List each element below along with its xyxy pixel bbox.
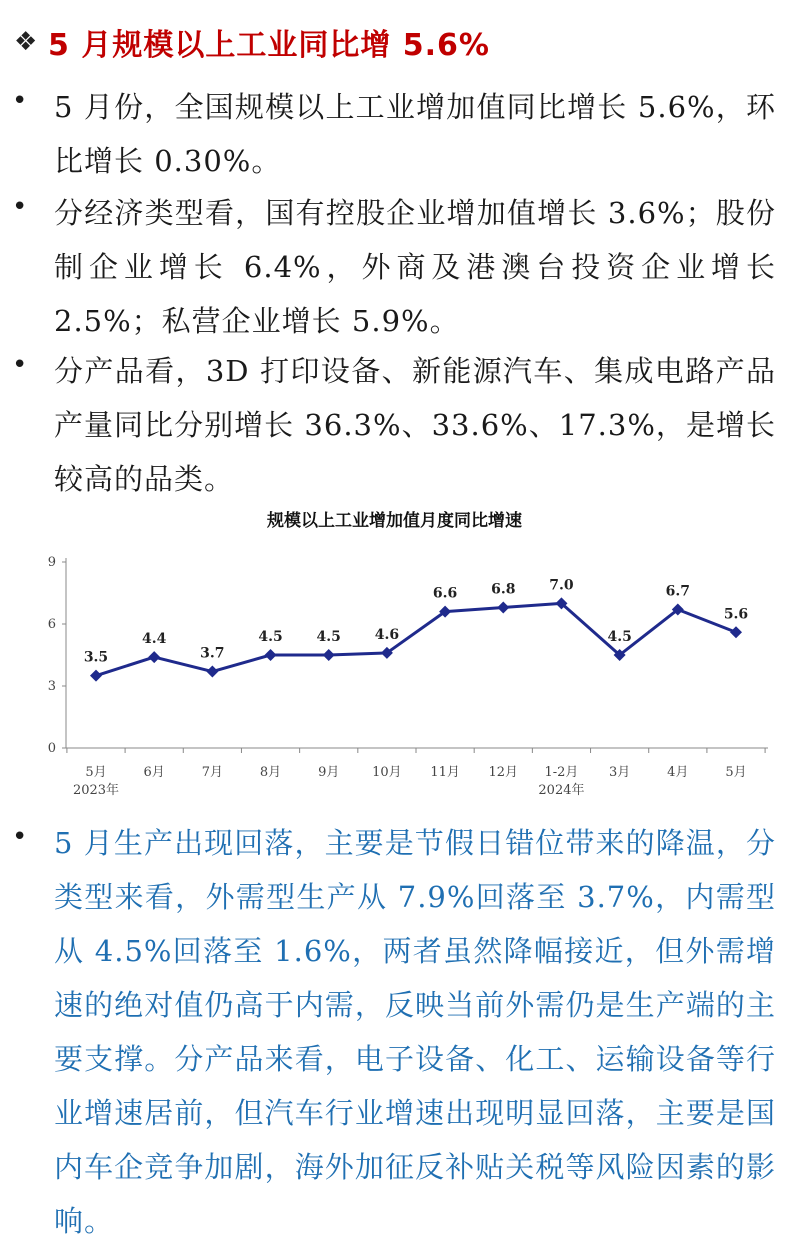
x-tick-label: 8月 [259,765,282,780]
data-label: 4.5 [258,629,283,645]
x-tick-label: 6月 [143,765,165,780]
chart-axes [48,555,768,798]
data-label: 3.5 [83,649,109,666]
x-tick-label: 7月 [201,765,224,780]
bullet-text: 5 月份，全国规模以上工业增加值同比增长 5.6%，环比增长 0.30%。 [54,90,776,178]
data-label: 4.5 [607,629,632,645]
bullet-text: 分产品看，3D 打印设备、新能源汽车、集成电路产品产量同比分别增长 36.3%、33.6%、17.3%，是增长较高的品类。 [54,354,776,496]
series-line [96,603,736,675]
y-tick-label: 3 [47,679,56,694]
chart-title: 规模以上工业增加值月度同比增速 [267,511,522,531]
data-label: 6.8 [491,581,516,598]
x-tick-label: 10月 [372,765,402,780]
data-point [206,666,218,678]
y-tick-label: 6 [47,617,56,632]
x-tick-label: 4月 [667,765,689,780]
bullet-dot-icon: • [12,350,28,380]
x-tick-label: 5月 [85,765,107,780]
data-label: 4.5 [316,629,341,645]
bullet-dot-icon: • [12,86,28,116]
data-point [90,670,102,682]
bullet-dot-icon: • [12,192,28,222]
x-tick-label: 11月 [430,765,460,780]
data-label: 7.0 [549,577,574,594]
x-year-label: 2023年 [72,783,120,798]
chart-marks [84,577,748,681]
data-label: 3.7 [200,645,225,662]
data-label: 6.7 [665,583,690,600]
section-title: 5 月规模以上工业同比增 5.6% [48,28,490,63]
x-tick-label: 9月 [318,765,340,780]
x-tick-label: 1-2月 [544,765,579,780]
section-heading [14,14,490,70]
data-label: 4.4 [142,631,167,648]
x-year-label: 2024年 [538,783,585,798]
diamond-bullet-icon: ❖ [14,27,38,57]
data-label: 6.6 [432,585,458,602]
data-point [323,649,335,661]
x-tick-label: 5月 [725,765,747,780]
x-tick-label: 3月 [608,765,631,780]
bullet-dot-icon: • [12,822,28,852]
y-tick-label: 0 [47,741,56,756]
data-label: 4.6 [374,626,400,643]
data-point [265,649,277,661]
y-tick-label: 9 [47,555,56,570]
data-point [148,651,160,663]
data-label: 5.6 [723,606,749,623]
data-point [730,626,742,638]
x-tick-label: 12月 [488,765,519,780]
bullet-text: 分经济类型看，国有控股企业增加值增长 3.6%；股份制企业增长 6.4%，外商及港澳台投资企业增长 2.5%；私营企业增长 5.9%。 [54,196,776,338]
line-chart [0,540,789,810]
bullet-text-analysis: 5 月生产出现回落，主要是节假日错位带来的降温，分类型来看，外需型生产从 7.9%回落至 3.7%，内需型从 4.5%回落至 1.6%，两者虽然降幅接近，但外需增速的绝对值仍高于内需，反映当前外需仍是生产端的主要支撑。分产品来看，电子设备、化工、运输设备等行业增速居前，但汽车行业增速出现明显回落，主要是国内车企竞争加剧，海外加征反补贴关税等风险因素的影响。 [54,826,776,1238]
data-point [497,601,509,613]
